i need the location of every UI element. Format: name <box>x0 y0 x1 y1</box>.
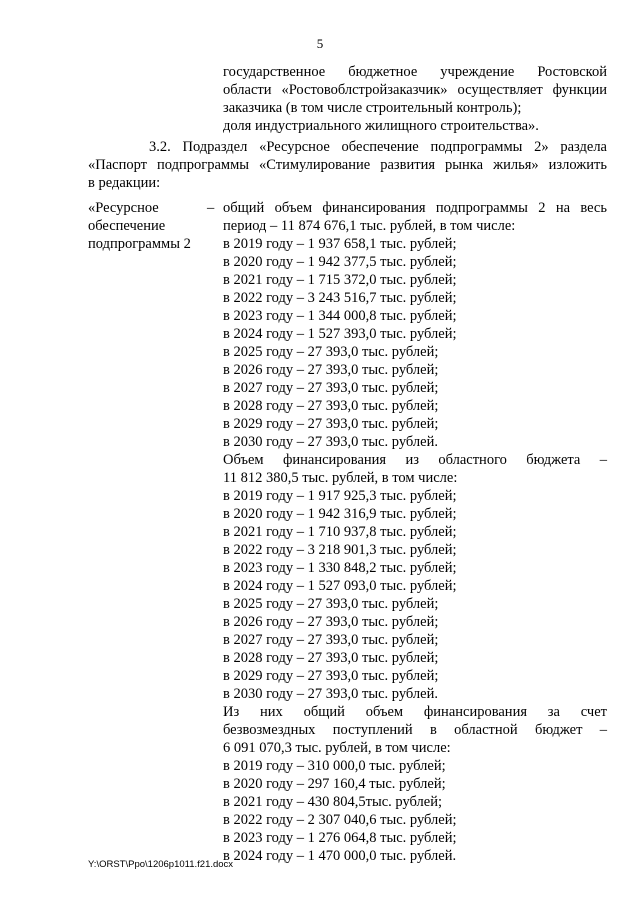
regional-budget-line: 11 812 380,5 тыс. рублей, в том числе: <box>223 470 458 486</box>
year-allocation-row: в 2022 году – 3 218 901,3 тыс. рублей; <box>223 542 457 558</box>
year-allocation-row: в 2022 году – 2 307 040,6 тыс. рублей; <box>223 812 457 828</box>
paragraph-line: «Паспорт подпрограммы «Стимулирование развития рынка жилья» изложить <box>88 157 607 173</box>
paragraph-line: 3.2. Подраздел «Ресурсное обеспечение подпрограммы 2» раздела <box>149 139 607 155</box>
row-label: обеспечение <box>88 218 166 234</box>
grants-line: безвозмездных поступлений в областной бюджет – <box>223 722 607 738</box>
year-allocation-row: в 2021 году – 1 710 937,8 тыс. рублей; <box>223 524 457 540</box>
paragraph-line: в редакции: <box>88 175 161 191</box>
footer-file-path: Y:\ORST\Ppo\1206p1011.f21.docx <box>88 859 234 870</box>
year-allocation-row: в 2028 году – 27 393,0 тыс. рублей; <box>223 398 439 414</box>
year-allocation-row: в 2026 году – 27 393,0 тыс. рублей; <box>223 614 439 630</box>
year-allocation-row: в 2023 году – 1 330 848,2 тыс. рублей; <box>223 560 457 576</box>
year-allocation-row: в 2025 году – 27 393,0 тыс. рублей; <box>223 344 439 360</box>
year-allocation-row: в 2019 году – 310 000,0 тыс. рублей; <box>223 758 446 774</box>
year-allocation-row: в 2021 году – 430 804,5тыс. рублей; <box>223 794 443 810</box>
year-allocation-row: в 2028 году – 27 393,0 тыс. рублей; <box>223 650 439 666</box>
grants-line: 6 091 070,3 тыс. рублей, в том числе: <box>223 740 451 756</box>
year-allocation-row: в 2030 году – 27 393,0 тыс. рублей. <box>223 434 438 450</box>
year-allocation-row: в 2024 году – 1 527 393,0 тыс. рублей; <box>223 326 457 342</box>
year-allocation-row: в 2027 году – 27 393,0 тыс. рублей; <box>223 380 439 396</box>
year-allocation-row: в 2030 году – 27 393,0 тыс. рублей. <box>223 686 438 702</box>
year-allocation-row: в 2021 году – 1 715 372,0 тыс. рублей; <box>223 272 457 288</box>
year-allocation-row: в 2024 году – 1 470 000,0 тыс. рублей. <box>223 848 457 864</box>
intro-line: доля индустриального жилищного строительства». <box>223 118 539 134</box>
funding-total-line: период – 11 874 676,1 тыс. рублей, в том числе: <box>223 218 516 234</box>
grants-line: Из них общий объем финансирования за счет <box>223 704 607 720</box>
regional-budget-line: Объем финансирования из областного бюджета – <box>223 452 607 468</box>
intro-line: государственное бюджетное учреждение Ростовской <box>223 64 607 80</box>
row-label: «Ресурсное <box>88 200 159 216</box>
year-allocation-row: в 2029 году – 27 393,0 тыс. рублей; <box>223 668 439 684</box>
row-label-dash: – <box>207 200 215 216</box>
row-label: подпрограммы 2 <box>88 236 191 252</box>
year-allocation-row: в 2019 году – 1 917 925,3 тыс. рублей; <box>223 488 457 504</box>
page-number: 5 <box>316 36 324 51</box>
year-allocation-row: в 2019 году – 1 937 658,1 тыс. рублей; <box>223 236 457 252</box>
year-allocation-row: в 2023 году – 1 344 000,8 тыс. рублей; <box>223 308 457 324</box>
intro-line: области «Ростовоблстройзаказчик» осуществляет функции <box>223 82 607 98</box>
year-allocation-row: в 2020 году – 1 942 377,5 тыс. рублей; <box>223 254 457 270</box>
year-allocation-row: в 2020 году – 297 160,4 тыс. рублей; <box>223 776 446 792</box>
funding-total-line: общий объем финансирования подпрограммы 2 на весь <box>223 200 607 216</box>
year-allocation-row: в 2022 году – 3 243 516,7 тыс. рублей; <box>223 290 457 306</box>
year-allocation-row: в 2026 году – 27 393,0 тыс. рублей; <box>223 362 439 378</box>
intro-line: заказчика (в том числе строительный контроль); <box>223 100 522 116</box>
year-allocation-row: в 2027 году – 27 393,0 тыс. рублей; <box>223 632 439 648</box>
year-allocation-row: в 2024 году – 1 527 093,0 тыс. рублей; <box>223 578 457 594</box>
year-allocation-row: в 2020 году – 1 942 316,9 тыс. рублей; <box>223 506 457 522</box>
year-allocation-row: в 2025 году – 27 393,0 тыс. рублей; <box>223 596 439 612</box>
year-allocation-row: в 2023 году – 1 276 064,8 тыс. рублей; <box>223 830 457 846</box>
year-allocation-row: в 2029 году – 27 393,0 тыс. рублей; <box>223 416 439 432</box>
